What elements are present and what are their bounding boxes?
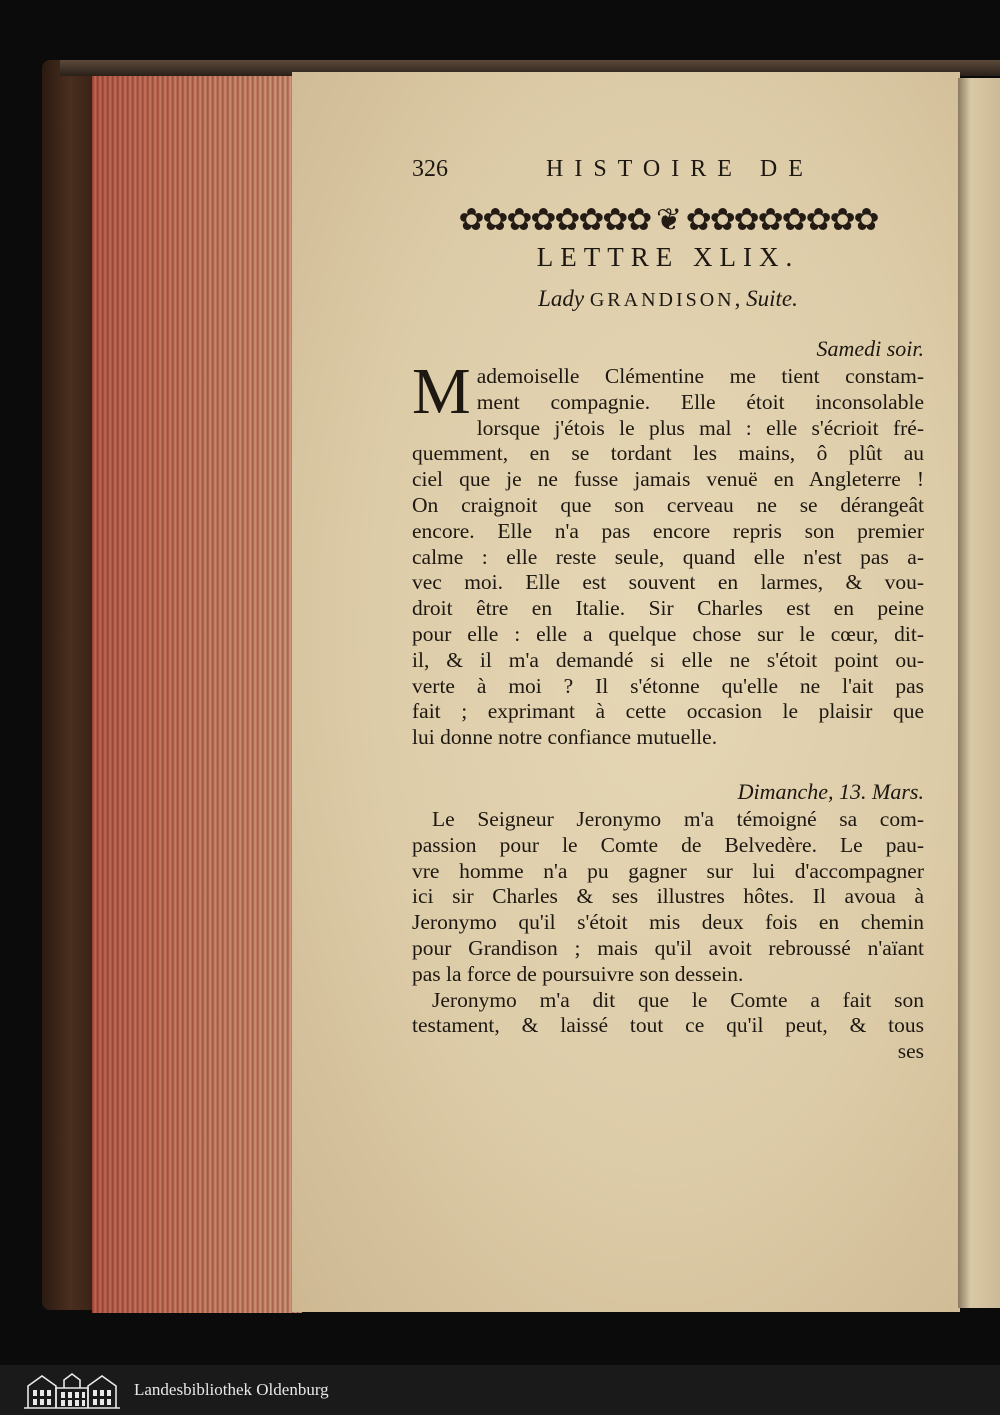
text-line: lui donne notre confiance mutuelle. (412, 725, 718, 750)
text-line: ment compagnie. Elle étoit inconsolable (476, 389, 924, 414)
dateline-sunday: Dimanche, 13. Mars. (737, 778, 924, 804)
letter-addressee: Lady GRANDISON, Suite. (538, 286, 798, 311)
text-line: Le Seigneur Jeronymo m'a témoigné sa com- (432, 806, 924, 831)
page-edges (92, 68, 302, 1313)
text-line: quemment, en se tordant les mains, ô plût au (412, 441, 924, 466)
library-footer (0, 1365, 1000, 1415)
text-line: On craignoit que son cerveau ne se dérangeât (412, 492, 924, 517)
text-line: droit être en Italie. Sir Charles est en peine (412, 596, 924, 621)
text-line: calme : elle reste seule, quand elle n'est pas a- (412, 544, 924, 569)
dateline-saturday: Samedi soir. (816, 336, 924, 361)
drop-cap: M (412, 355, 471, 428)
text-line: ademoiselle Clémentine me tient constam- (476, 364, 924, 388)
library-name: Landesbibliothek Oldenburg (134, 1380, 329, 1399)
text-line: verte à moi ? Il s'étonne qu'elle ne l'ait pas (412, 673, 924, 698)
paragraph-2 (412, 807, 924, 988)
text-line: encore. Elle n'a pas encore repris son premier (412, 518, 924, 543)
page-number: 326 (412, 156, 448, 182)
ornament-band: ✿✿✿✿✿✿✿✿ ❦ ✿✿✿✿✿✿✿✿ (458, 202, 878, 237)
addressee-name: GRANDISON (589, 289, 735, 311)
library-building-icon (20, 1368, 124, 1412)
text-line: il, & il m'a demandé si elle ne s'étoit point ou- (412, 647, 924, 672)
text-line: testament, & laissé tout ce qu'il peut, & tous (412, 1013, 924, 1038)
text-line: Jeronymo m'a dit que le Comte a fait son (432, 987, 924, 1012)
addressee-suite: Suite. (746, 286, 798, 311)
text-line: ici sir Charles & ses illustres hôtes. Il avoua à (412, 884, 924, 909)
running-head (412, 150, 924, 190)
text-line: vec moi. Elle est souvent en larmes, & vou- (412, 570, 924, 595)
text-line: vre homme n'a pu gagner sur lui d'accompagner (412, 858, 924, 883)
paragraph-1 (412, 355, 924, 751)
text-line: pour Grandison ; mais qu'il avoit rebroussé n'aïant (412, 935, 924, 960)
page-text (412, 150, 924, 1065)
text-line: fait ; exprimant à cette occasion le plaisir que (412, 699, 924, 724)
running-title: HISTOIRE DE (546, 156, 814, 182)
catchword: ses (897, 1039, 924, 1064)
text-line: lorsque j'étois le plus mal : elle s'écrioit fré- (476, 415, 924, 440)
paragraph-3 (412, 988, 924, 1040)
facing-page-edge (958, 78, 1000, 1308)
text-line: pas la force de poursuivre son dessein. (412, 961, 744, 986)
addressee-lady: Lady (538, 286, 585, 311)
text-line: ciel que je ne fusse jamais venuë en Angleterre ! (412, 467, 924, 492)
text-line: pour elle : elle a quelque chose sur le cœur, dit- (412, 621, 924, 646)
text-line: Jeronymo qu'il s'étoit mis deux fois en chemin (412, 910, 924, 935)
text-line: passion pour le Comte de Belvedère. Le pau- (412, 832, 924, 857)
letter-title: LETTRE XLIX. (536, 242, 800, 272)
